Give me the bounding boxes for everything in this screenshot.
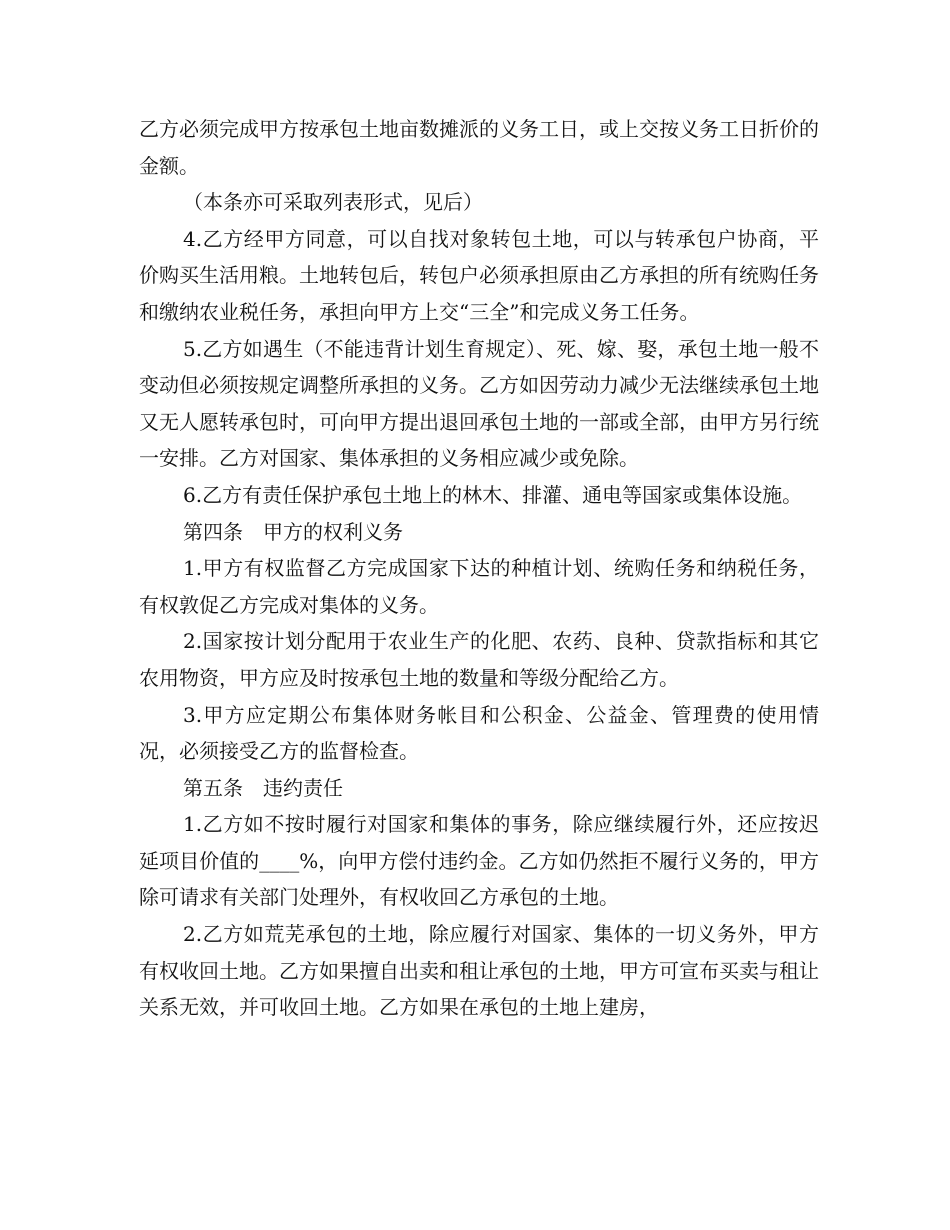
paragraph: 2.乙方如荒芜承包的土地，除应履行对国家、集体的一切义务外，甲方有权收回土地。乙方如果擅自出卖和租让承包的土地，甲方可宣布买卖与租让关系无效，并可收回土地。乙方如果在承包的土地上建房， <box>139 922 819 1020</box>
paragraph: 乙方必须完成甲方按承包土地亩数摊派的义务工日，或上交按义务工日折价的金额。 <box>139 117 819 178</box>
paragraph: 5.乙方如遇生（不能违背计划生育规定）、死、嫁、娶，承包土地一般不变动但必须按规定调整所承担的义务。乙方如因劳动力减少无法继续承包土地又无人愿转承包时，可向甲方提出退回承包土地的一部或全部，由甲方另行统一安排。乙方对国家、集体承担的义务相应减少或免除。 <box>139 336 819 471</box>
paragraph: 1.乙方如不按时履行对国家和集体的事务，除应继续履行外，还应按迟延项目价值的____%，向甲方偿付违约金。乙方如仍然拒不履行义务的，甲方除可请求有关部门处理外，有权收回乙方承包的土地。 <box>139 812 819 910</box>
paragraph: （本条亦可采取列表形式，见后） <box>183 190 483 215</box>
paragraph: 3.甲方应定期公布集体财务帐目和公积金、公益金、管理费的使用情况，必须接受乙方的监督检查。 <box>139 702 819 764</box>
paragraph: 1.甲方有权监督乙方完成国家下达的种植计划、统购任务和纳税任务，有权敦促乙方完成对集体的义务。 <box>139 556 819 617</box>
section-heading: 第四条 甲方的权利义务 <box>183 519 403 544</box>
paragraph: 6.乙方有责任保护承包土地上的林木、排灌、通电等国家或集体设施。 <box>183 482 803 507</box>
contract-body <box>139 111 819 1026</box>
paragraph: 2.国家按计划分配用于农业生产的化肥、农药、良种、贷款指标和其它农用物资，甲方应及时按承包土地的数量和等级分配给乙方。 <box>139 629 819 690</box>
paragraph: 4.乙方经甲方同意，可以自找对象转包土地，可以与转承包户协商，平价购买生活用粮。土地转包后，转包户必须承担原由乙方承担的所有统购任务和缴纳农业税任务，承担向甲方上交“三全”和完成义务工任务。 <box>139 226 819 324</box>
section-heading: 第五条 违约责任 <box>183 775 343 800</box>
